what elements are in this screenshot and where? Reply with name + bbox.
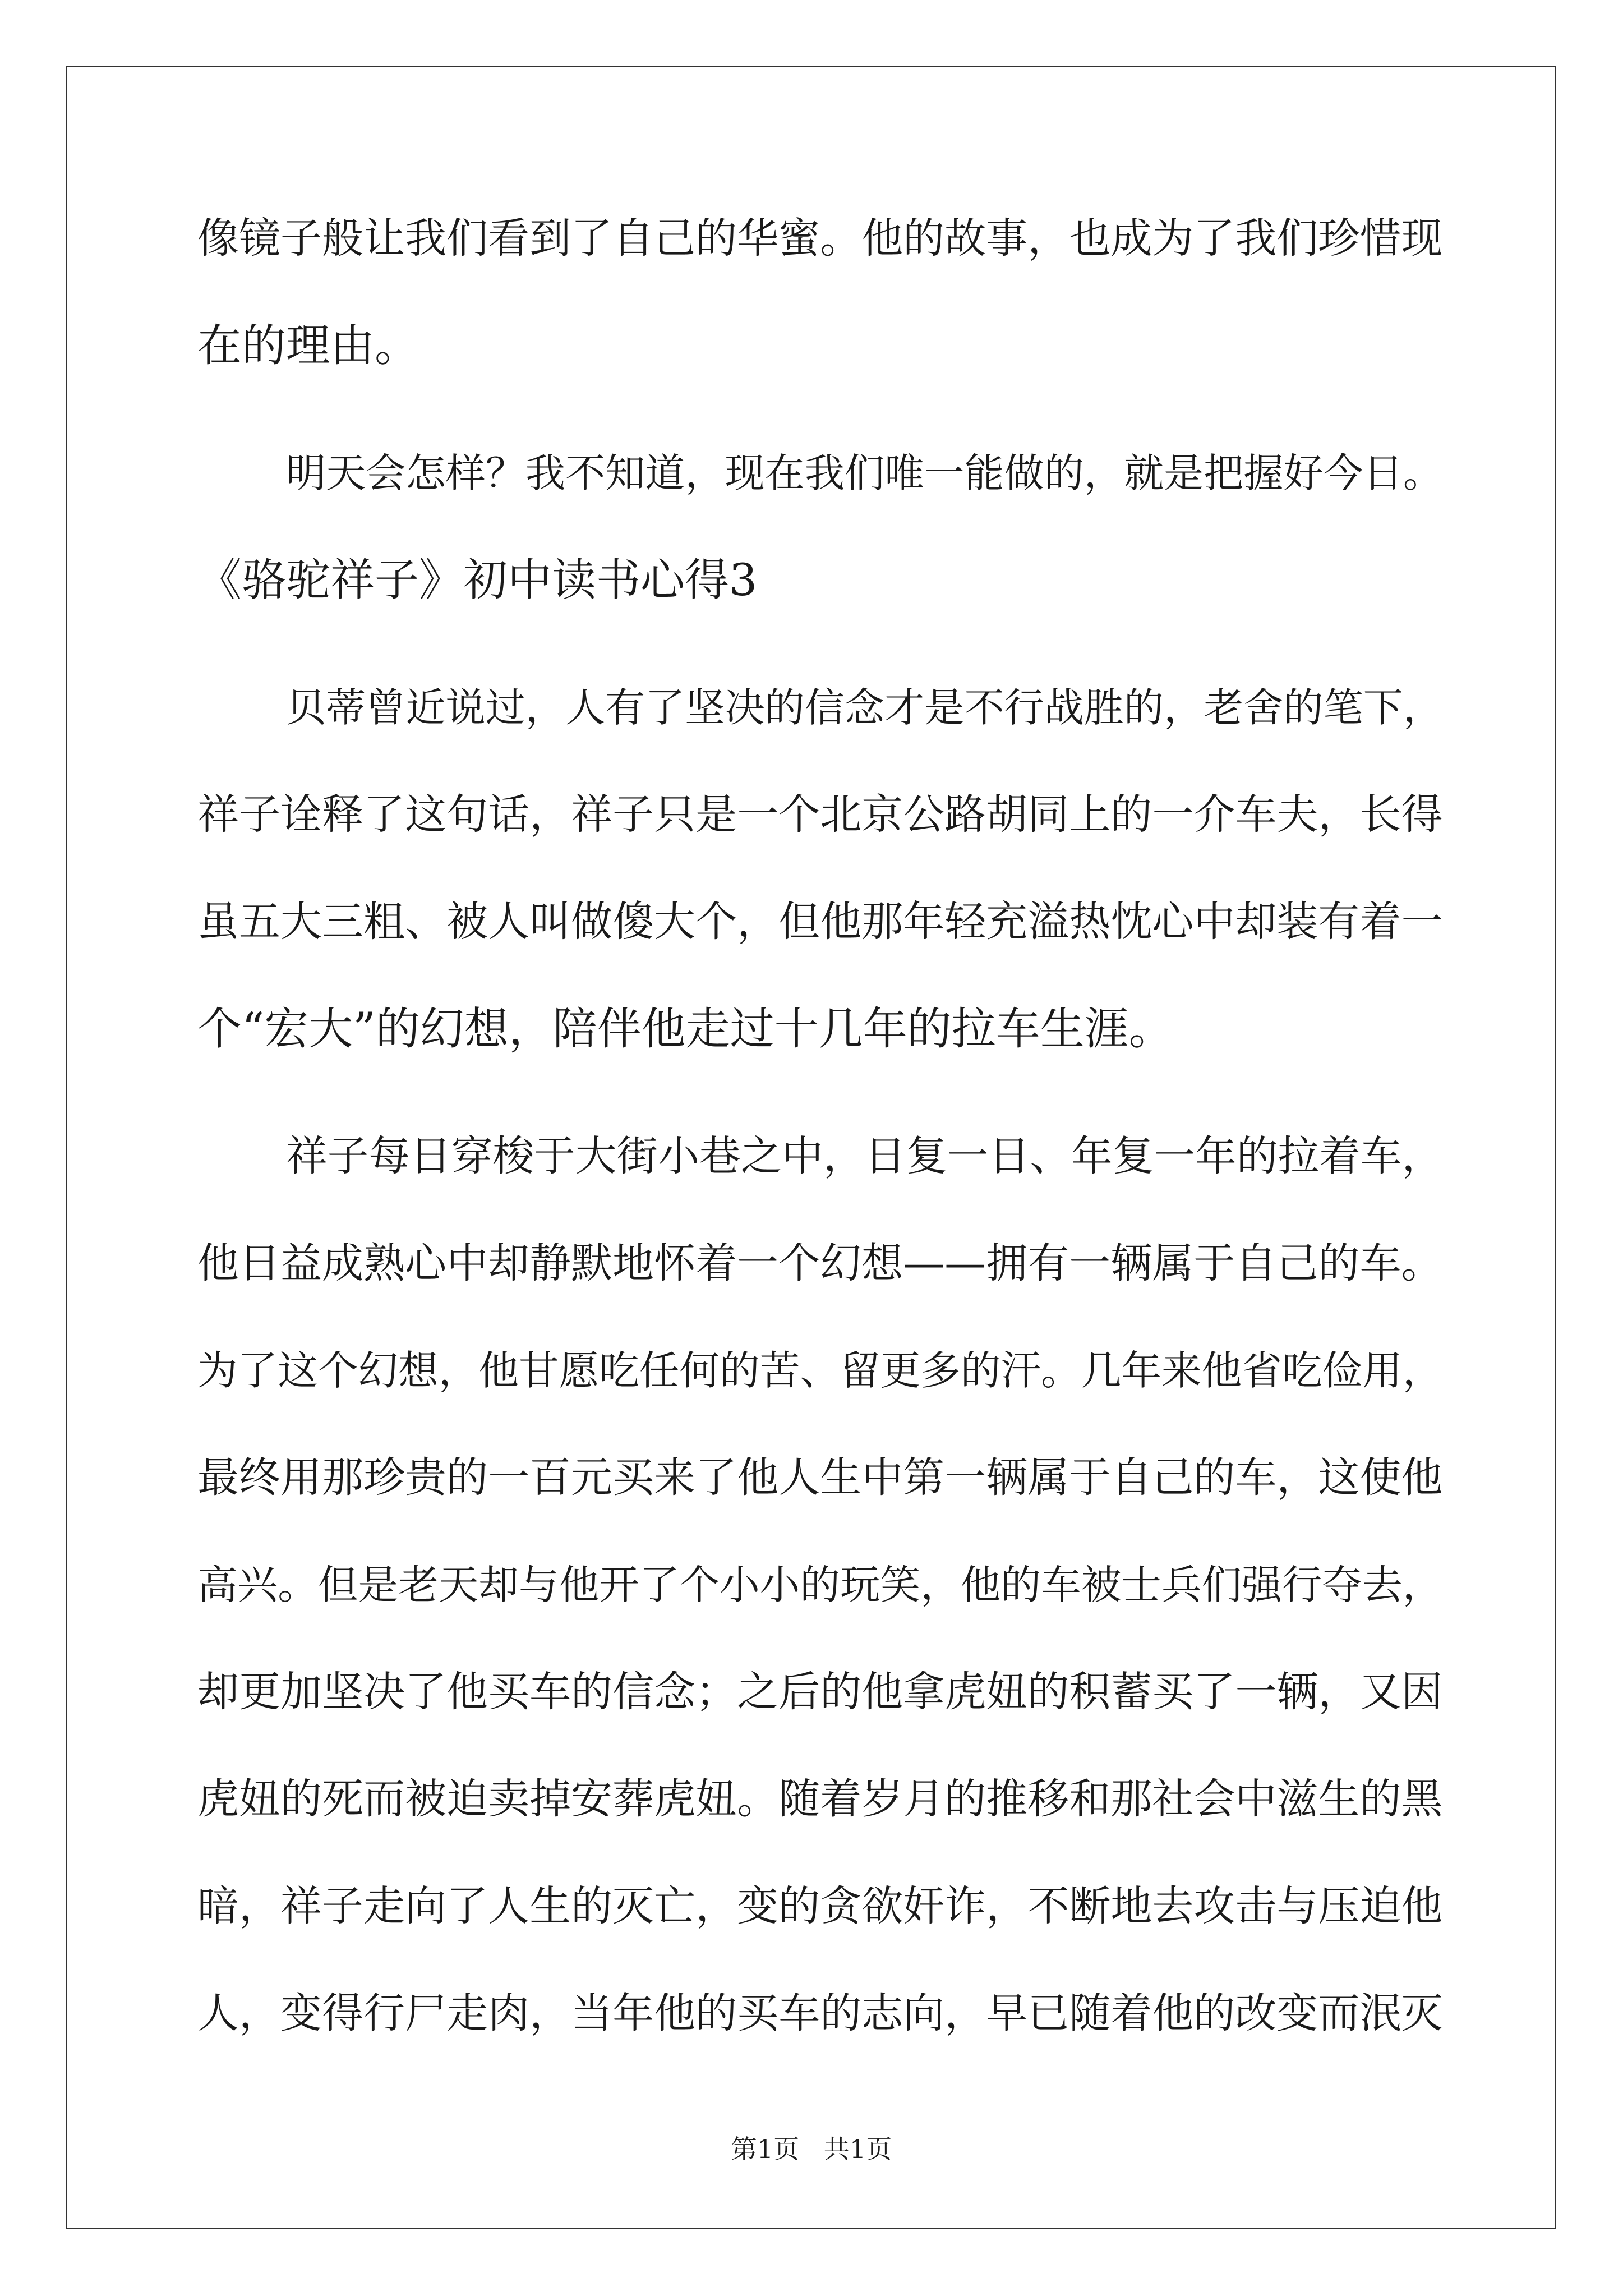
text-line: 像镜子般让我们看到了自己的华蜜。他的故事，也成为了我们珍惜现 <box>197 214 1443 263</box>
text-line: 暗，祥子走向了人生的灭亡，变的贪欲奸诈，不断地去攻击与压迫他 <box>197 1882 1443 1930</box>
text-line: 人，变得行尸走肉，当年他的买车的志向，早已随着他的改变而泯灭 <box>197 1989 1443 2037</box>
text-line: 他日益成熟心中却静默地怀着一个幻想——拥有一辆属于自己的车。 <box>197 1239 1443 1287</box>
section-heading: 《骆驼祥子》初中读书心得3 <box>197 554 758 606</box>
text-line: 个“宏大”的幻想，陪伴他走过十几年的拉车生涯。 <box>197 1003 1173 1055</box>
paragraph-start-line: 明天会怎样？我不知道，现在我们唯一能做的，就是把握好今日。 <box>286 450 1444 496</box>
text-line: 虽五大三粗、被人叫做傻大个，但他那年轻充溢热忱心中却装有着一 <box>197 898 1443 946</box>
text-line: 祥子诠释了这句话，祥子只是一个北京公路胡同上的一介车夫，长得 <box>197 790 1443 839</box>
text-line: 最终用那珍贵的一百元买来了他人生中第一辆属于自己的车，这使他 <box>197 1453 1443 1502</box>
paragraph-start-line: 祥子每日穿梭于大街小巷之中，日复一日、年复一年的拉着车， <box>286 1133 1444 1180</box>
text-line: 虎妞的死而被迫卖掉安葬虎妞。随着岁月的推移和那社会中滋生的黑 <box>197 1775 1443 1823</box>
text-line: 在的理由。 <box>197 320 419 371</box>
document-body <box>197 185 1449 2067</box>
text-line: 为了这个幻想，他甘愿吃任何的苦、留更多的汗。几年来他省吃俭用， <box>197 1347 1443 1394</box>
text-line: 却更加坚决了他买车的信念；之后的他拿虎妞的积蓄买了一辆，又因 <box>197 1668 1443 1716</box>
paragraph-start-line: 贝蒂曾近说过，人有了坚决的信念才是不行战胜的，老舍的笔下， <box>286 684 1444 731</box>
page-footer: 第1页 共1页 <box>731 2134 892 2164</box>
text-line: 高兴。但是老天却与他开了个小小的玩笑，他的车被士兵们强行夺去， <box>197 1562 1443 1608</box>
